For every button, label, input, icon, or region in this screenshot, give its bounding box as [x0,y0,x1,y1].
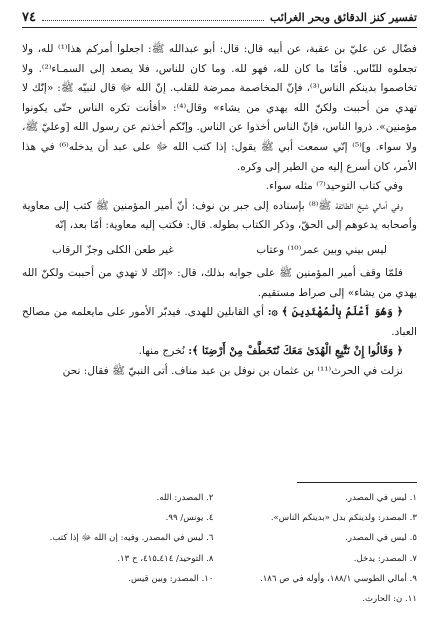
paragraph-1: فضّال عن عليّ بن عقبة، عن أبيه قال: قال: أبو عبدالله ﷺ: اجعلوا أمركم هذا⁽¹⁾ لله، ولا تجعلوه للنّاس. فأمّا ما كان لله، فهو لله. وما كان للناس، فلا يصعد إلى السمـاء⁽²⁾. ولا تخاصموا بدينكم الناس⁽³⁾، فإنّ المخاصمة ممرضة للقلب. إنّ الله ﷻ قال لنبيّه ﷺ: «إنّك لا تهدي من أحببت ولكنّ الله يهدي من يشاء» وقال⁽⁴⁾: «أفأنت تكره الناس حتّى يكونوا مؤمنين». ذروا الناس، فإنّ الناس أخذوا عن الناس. وإنّكم أخذتم عن رسول الله [وعليّ ﷺ، ولا سواء. و]⁽⁵⁾ إنّي سمعت أبي ﷺ يقول: إذا كتب الله ﷻ على عبد أن يدخله⁽⁶⁾ في هذا الأمر، كان أسرع إليه من الطير إلى وكره. [22,43,418,173]
poem-verse [22,240,417,260]
footnote-7: ٧. المصدر: يدخل. [353,553,417,564]
header-leader-dots [42,19,264,21]
footnote-3: ٣. المصدر: ولدينكم بدل «بدينكم الناس». [270,513,417,524]
header-rule [22,27,417,28]
running-header [22,8,417,26]
commentary-text: أي القابلين للهدى. فيدبّر الأمور على مايعلمه من مصالح العباد. [22,306,417,338]
footnote-4: ٤. يونس/ ٩٩. [165,513,214,524]
footnote-6: ٦. ليس في المصدر. وفيه: إن الله ﷻ إذا كتب. [49,533,214,544]
paragraph-4: فلمّا وقف أمير المؤمنين ﷺ على جوابه بذلك، قال: «إنّك لا تهدي من أحببت ولكنّ الله يهدي من يشاء» إلى صراط مستقيم. [22,266,417,299]
book-title: تفسير كنز الدقائق وبحر الغرائب [269,10,417,24]
footnote-2: ٢. المصدر: الله. [156,493,214,503]
footnote-1: ١. ليس في المصدر. [345,493,417,503]
footnote-10: ١٠. المصدر: وبين قيس. [128,573,214,584]
footnote-8: ٨. التوحيد/ ٤١٤ـ٤١٥، ح ١٣. [117,553,214,564]
main-text [22,40,417,382]
verse-left-hemistich: غير طعن الكلى وجزّ الرقاب [52,243,174,256]
page-number: ٧٤ [22,9,36,25]
paragraph-2: وفي كتاب التوحيد⁽⁷⁾ مثله سواء. [265,180,403,193]
quran-verse: ﴿ وَقَالُوا إِنْ نَتَّبِعِ الْهُدَىٰ مَعَكَ نُتَخَطَّفْ مِنْ أَرْضِنَا ﴾: [188,345,403,358]
quran-verse: ﴿ وَهُوَ أَعْلَمُ بِالْمُهْتَدِينَ ﴾ ۞: [267,306,403,319]
paragraph-5 [22,303,417,342]
footnote-rule [297,482,417,483]
footnotes [22,488,417,609]
footnote-5: ٥. ليس في المصدر. [345,533,417,544]
paragraph-7: نزلت في الحرث⁽¹¹⁾ بن عثمان بن نوفل بن عبد مناف. أتى النبيّ ﷺ فقال: نحن [62,364,403,377]
paragraph-3: وفي أمالي شيخ الطائفة ﷺ⁽⁸⁾ بإسناده إلى جبر بن نوف: أنّ أمير المؤمنين ﷺ كتب إلى معاوية وأصحابه يدعوهم إلى الحقّ، وذكر الكتاب بطوله. قال: فكتب إليه معاوية: أمّا بعد، إنّه [22,199,417,232]
verse-right-hemistich: ليس بيني وبين عمر⁽¹⁰⁾ وعتاب [256,243,387,256]
commentary-text: نُخرج منها. [138,345,189,358]
footnote-9: ٩. أمالي الطوسي ١٨٨/١، وأوله في ص ١٨٦. [259,573,417,584]
paragraph-6 [22,342,417,362]
footnote-11: ١١. ن: الحارث. [362,594,417,605]
